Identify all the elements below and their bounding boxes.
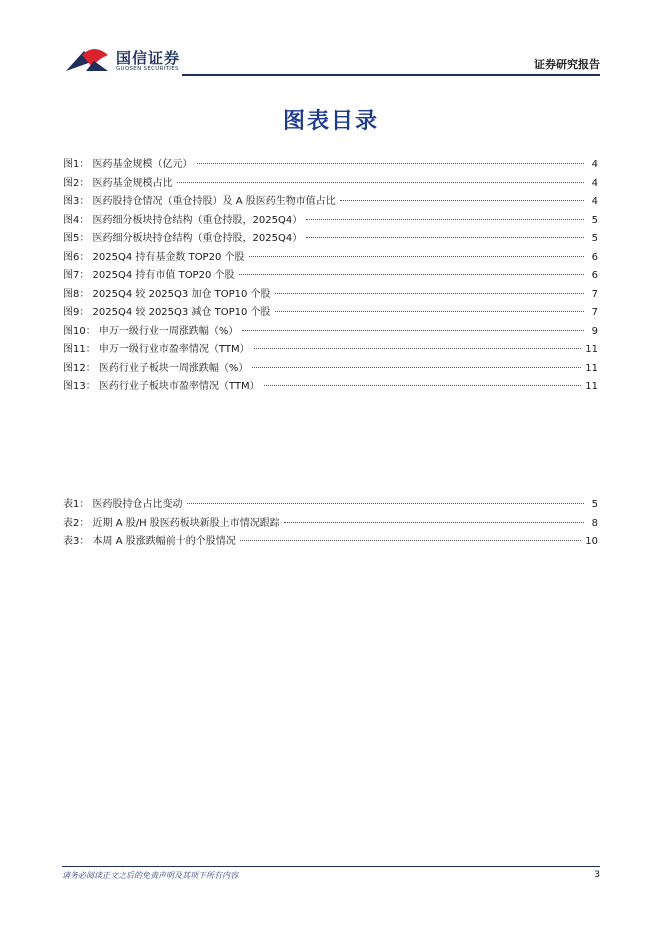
table-entry-label[interactable]: 表1： 医药股持仓占比变动 [63, 499, 183, 510]
table-entry[interactable] [63, 533, 598, 552]
header-divider [182, 74, 600, 76]
figure-entry-label[interactable]: 图12： 医药行业子板块一周涨跌幅（%） [63, 362, 249, 374]
page-number: 3 [594, 870, 600, 880]
figure-entry[interactable] [63, 249, 598, 268]
figure-entry-page[interactable]: 6 [591, 251, 598, 263]
figure-entry[interactable] [63, 286, 598, 305]
figure-entry-page[interactable]: 7 [591, 288, 598, 300]
figure-entry[interactable] [63, 212, 598, 231]
table-entry-page[interactable]: 5 [591, 499, 598, 510]
figure-list [63, 156, 598, 397]
figure-entry-label[interactable]: 图1： 医药基金规模（亿元） [63, 159, 193, 170]
dot-leader [242, 330, 584, 331]
table-entry-label[interactable]: 表3： 本周 A 股涨跌幅前十的个股情况 [63, 536, 236, 547]
figure-entry-label[interactable]: 图2： 医药基金规模占比 [63, 177, 173, 189]
figure-entry[interactable] [63, 360, 598, 379]
figure-entry[interactable] [63, 304, 598, 323]
figure-entry-page[interactable]: 4 [591, 177, 598, 189]
table-entry-page[interactable]: 8 [591, 517, 598, 529]
figure-entry[interactable] [63, 156, 598, 175]
figure-entry[interactable] [63, 378, 598, 397]
figure-entry-page[interactable]: 4 [591, 159, 598, 170]
page-title: 图表目录 [282, 109, 379, 134]
figure-entry-page[interactable]: 11 [585, 362, 598, 374]
table-list [63, 496, 598, 552]
dot-leader [177, 182, 584, 183]
dot-leader [252, 367, 581, 368]
figure-entry-label[interactable]: 图8： 2025Q4 较 2025Q3 加仓 TOP10 个股 [63, 288, 271, 300]
figure-entry[interactable] [63, 175, 598, 194]
figure-entry-label[interactable]: 图5： 医药细分板块持仓结构（重仓持股，2025Q4） [63, 233, 303, 244]
dot-leader [239, 274, 585, 275]
figure-entry-page[interactable]: 9 [591, 325, 598, 337]
dot-leader [340, 200, 584, 201]
figure-entry-label[interactable]: 图10： 申万一级行业一周涨跌幅（%） [63, 325, 239, 337]
table-entry-page[interactable]: 10 [585, 536, 598, 547]
figure-entry-page[interactable]: 11 [585, 344, 598, 355]
report-type-label: 证券研究报告 [534, 58, 600, 71]
dot-leader [240, 540, 582, 541]
figure-entry-label[interactable]: 图4： 医药细分板块持仓结构（重仓持股，2025Q4） [63, 214, 303, 226]
logo-text-en: GUOSEN SECURITIES [116, 66, 179, 72]
figure-entry-label[interactable]: 图13： 医药行业子板块市盈率情况（TTM） [63, 381, 260, 392]
dot-leader [275, 293, 584, 294]
figure-entry-page[interactable]: 11 [585, 381, 598, 392]
figure-entry-label[interactable]: 图11： 申万一级行业市盈率情况（TTM） [63, 344, 250, 355]
figure-entry-page[interactable]: 6 [591, 270, 598, 281]
figure-entry-page[interactable]: 5 [591, 233, 598, 244]
figure-entry-page[interactable]: 7 [591, 307, 598, 318]
table-entry-label[interactable]: 表2： 近期 A 股/H 股医药板块新股上市情况跟踪 [63, 517, 280, 529]
dot-leader [197, 163, 584, 164]
disclaimer-note: 请务必阅读正文之后的免责声明及其项下所有内容 [62, 871, 238, 880]
dot-leader [264, 385, 582, 386]
figure-entry[interactable] [63, 230, 598, 249]
footer-divider [62, 866, 600, 867]
dot-leader [306, 237, 584, 238]
table-entry[interactable] [63, 496, 598, 515]
logo-text-cn: 国信证券 [116, 49, 181, 67]
table-entry[interactable] [63, 515, 598, 534]
figure-entry-label[interactable]: 图9： 2025Q4 较 2025Q3 减仓 TOP10 个股 [63, 307, 271, 318]
dot-leader [284, 522, 584, 523]
figure-entry-label[interactable]: 图6： 2025Q4 持有基金数 TOP20 个股 [63, 251, 245, 263]
dot-leader [249, 256, 585, 257]
dot-leader [306, 219, 584, 220]
figure-entry[interactable] [63, 341, 598, 360]
dot-leader [187, 503, 584, 504]
figure-entry-page[interactable]: 5 [591, 214, 598, 226]
figure-entry-label[interactable]: 图7： 2025Q4 持有市值 TOP20 个股 [63, 270, 235, 281]
page-header [0, 0, 662, 80]
figure-entry-label[interactable]: 图3： 医药股持仓情况（重仓持股）及 A 股医药生物市值占比 [63, 196, 336, 207]
guosen-logo [64, 45, 184, 77]
dot-leader [254, 348, 582, 349]
figure-entry-page[interactable]: 4 [591, 196, 598, 207]
figure-entry[interactable] [63, 267, 598, 286]
figure-entry[interactable] [63, 323, 598, 342]
guosen-logo-mark [64, 45, 110, 75]
figure-entry[interactable] [63, 193, 598, 212]
dot-leader [275, 311, 584, 312]
